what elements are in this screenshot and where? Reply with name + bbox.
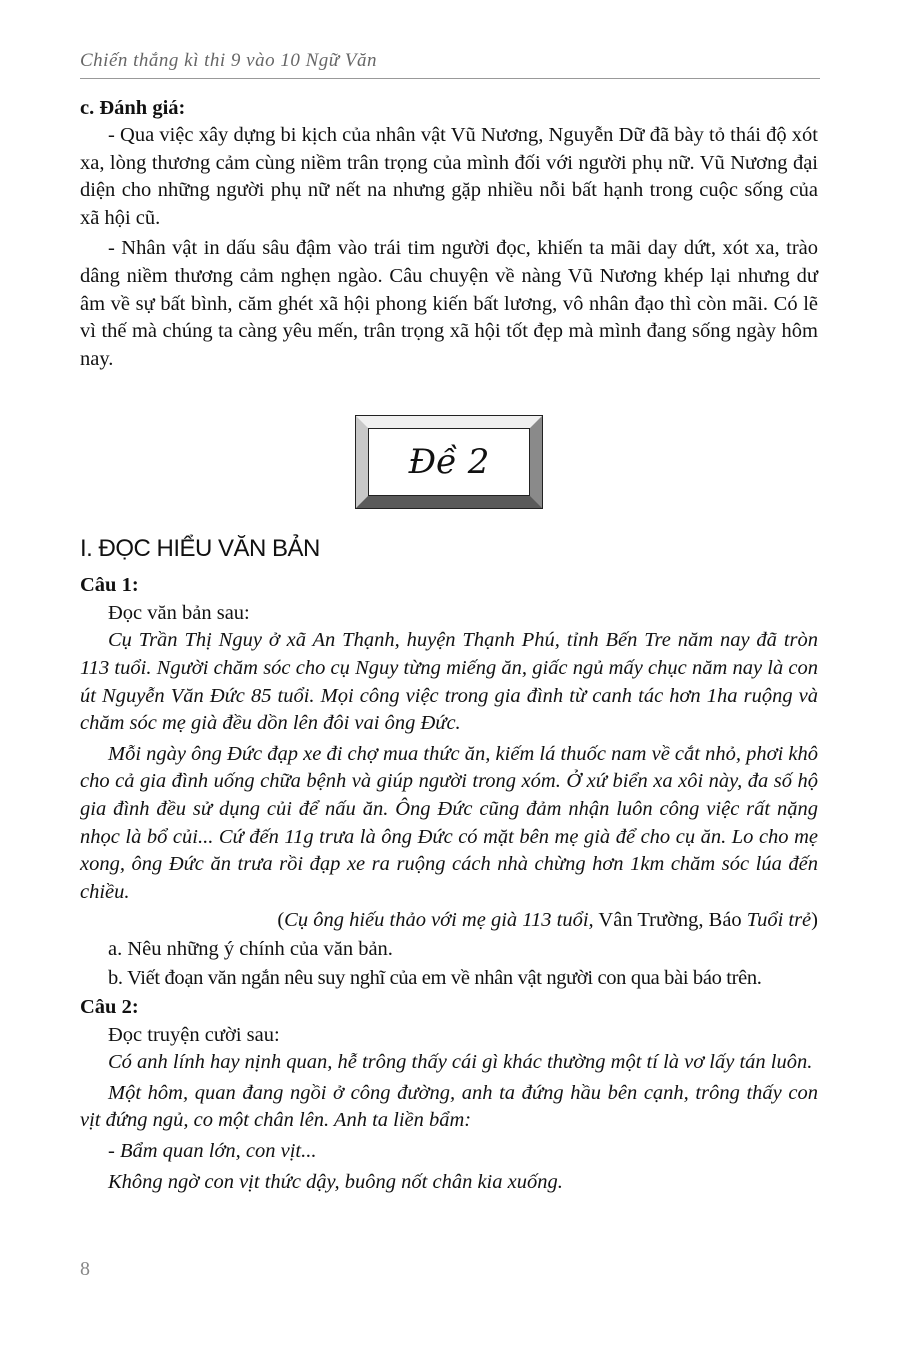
- source-open: (: [277, 909, 285, 932]
- question-2-label: Câu 2:: [80, 996, 139, 1019]
- section-c-heading: c. Đánh giá:: [80, 97, 186, 119]
- question-1-source: [80, 906, 818, 935]
- exam-title-frame: [355, 415, 543, 509]
- question-2-passage-1: Có anh lính hay nịnh quan, hễ trông thấy cái gì khác thường một tí là vơ lấy tán luôn.: [108, 1051, 813, 1074]
- page-content: [80, 94, 818, 1196]
- question-1-a: a. Nêu những ý chính của văn bản.: [108, 938, 393, 961]
- page-number: 8: [80, 1258, 90, 1280]
- question-1-b: b. Viết đoạn văn ngắn nêu suy nghĩ của em về nhân vật người con qua bài báo trên.: [108, 967, 762, 990]
- question-2-passage-2: Một hôm, quan đang ngồi ở công đường, anh ta đứng hầu bên cạnh, trông thấy con vịt đứng ngủ, co một chân lên. Anh ta liền bẩm:: [80, 1081, 818, 1132]
- exam-title-frame-wrap: [80, 415, 818, 509]
- question-2-intro: Đọc truyện cười sau:: [108, 1024, 280, 1047]
- source-work: Cụ ông hiếu thảo với mẹ già 113 tuổi,: [284, 909, 594, 932]
- exam-title: Đề 2: [408, 442, 490, 483]
- question-2-passage-4: Không ngờ con vịt thức dậy, buông nốt chân kia xuống.: [108, 1170, 563, 1193]
- source-paper: Tuổi trẻ: [746, 909, 812, 932]
- header-title: Chiến thắng kì thi 9 vào 10 Ngữ Văn: [80, 50, 378, 71]
- running-header: [80, 46, 820, 79]
- section-1-title: I. ĐỌC HIỂU VĂN BẢN: [80, 535, 320, 563]
- question-1-passage-1: Cụ Trần Thị Nguy ở xã An Thạnh, huyện Thạnh Phú, tỉnh Bến Tre năm nay đã tròn 113 tuổi. Người chăm sóc cho cụ Nguy từng miếng ăn, giấc ngủ mấy chục năm nay là con út Nguyễn Văn Đức 85 tuổi. Mọi công việc trong gia đình từ canh tác hơn 1ha ruộng và chăm sóc mẹ già đều dồn lên đôi vai ông Đức.: [80, 629, 818, 735]
- section-c-paragraph-2: - Nhân vật in dấu sâu đậm vào trái tim người đọc, khiến ta mãi day dứt, xót xa, trào dâng niềm thương cảm nghẹn ngào. Câu chuyện về nàng Vũ Nương khép lại nhưng dư âm về sự bất bình, căm ghét xã hội phong kiến bất lương, vô nhân đạo thì còn mãi. Có lẽ vì thế mà chúng ta càng yêu mến, trân trọng xã hội tốt đẹp mà mình đang sống ngày hôm nay.: [80, 237, 818, 370]
- source-author: Vân Trường, Báo: [593, 909, 747, 932]
- question-1-passage-2: Mỗi ngày ông Đức đạp xe đi chợ mua thức ăn, kiếm lá thuốc nam về cắt nhỏ, phơi khô cho cả gia đình uống chữa bệnh và giúp người trong xóm. Ở xứ biển xa xôi này, đa số hộ gia đình đều sử dụng củi để nấu ăn. Ông Đức cũng đảm nhận luôn công việc rất nặng nhọc là bổ củi... Cứ đến 11g trưa là ông Đức có mặt bên mẹ già để cho cụ ăn. Lo cho mẹ xong, ông Đức ăn trưa rồi đạp xe ra ruộng cách nhà chừng hơn 1km chăm sóc lúa đến chiều.: [80, 742, 818, 903]
- source-close: ): [811, 909, 818, 932]
- section-c-paragraph-1: - Qua việc xây dựng bi kịch của nhân vật Vũ Nương, Nguyễn Dữ đã bày tỏ thái độ xót xa, lòng thương cảm cùng niềm trân trọng của mình đối với người phụ nữ. Vũ Nương đại diện cho những người phụ nữ nết na nhưng gặp nhiều nỗi bất hạnh trong cuộc sống của xã hội cũ.: [80, 124, 818, 229]
- question-2-passage-3: - Bẩm quan lớn, con vịt...: [108, 1140, 317, 1163]
- question-1-label: Câu 1:: [80, 574, 139, 597]
- question-1-intro: Đọc văn bản sau:: [108, 602, 250, 625]
